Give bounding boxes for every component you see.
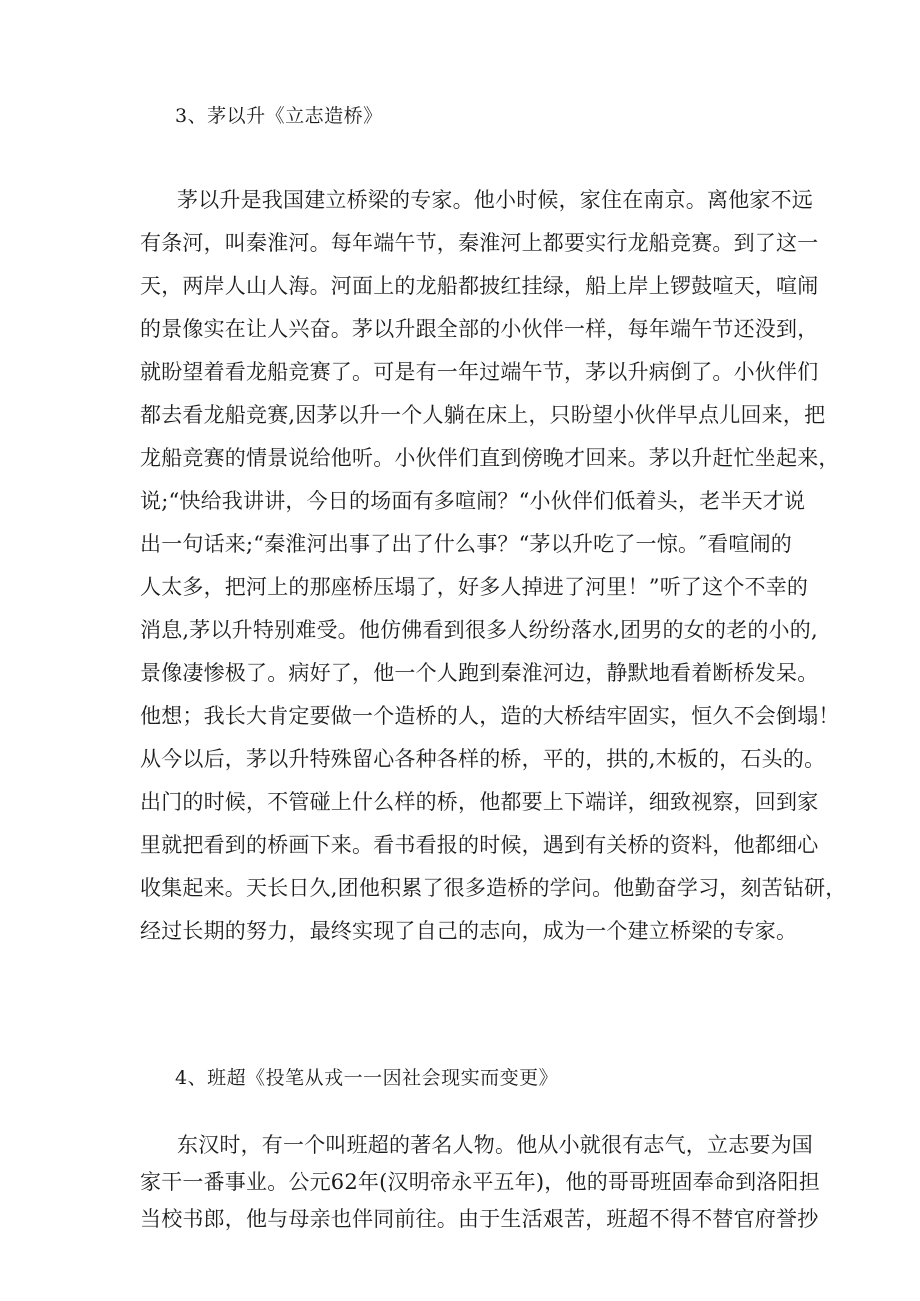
- paragraph-line: 出门的时候，不管碰上什么样的桥，他都要上下端详，细致视察，回到家: [140, 790, 819, 814]
- paragraph-line: 就盼望着看龙船竞赛了。可是有一年过端午节，茅以升病倒了。小伙伴们: [140, 360, 819, 384]
- paragraph-line: 收集起来。天长日久,团他积累了很多造桥的学问。他勤奋学习，刻苦钻研，: [140, 876, 847, 900]
- paragraph-line: 家干一番事业。公元62年(汉明帝永平五年)，他的哥哥班固奉命到洛阳担: [140, 1170, 820, 1194]
- paragraph-line: 龙船竞赛的情景说给他听。小伙伴们直到傍晚才回来。茅以升赶忙坐起来，: [140, 446, 840, 470]
- paragraph-line: 从今以后，茅以升特殊留心各种各样的桥，平的，拱的,木板的，石头的。: [140, 747, 826, 771]
- section-4-body: [140, 1127, 820, 1238]
- paragraph-line: 天，两岸人山人海。河面上的龙船都披红挂绿，船上岸上锣鼓喧天，喧闹: [140, 274, 819, 298]
- paragraph-line: 景像凄惨极了。病好了，他一个人跑到秦淮河边，静默地看着断桥发呆。: [140, 661, 819, 685]
- paragraph-line: 人太多，把河上的那座桥压塌了，好多人掉进了河里！”听了这个不幸的: [140, 575, 809, 599]
- paragraph-line: 说;“快给我讲讲，今日的场面有多喧闹？“小伙伴们低着头，老半天才说: [140, 489, 806, 513]
- paragraph-line: 都去看龙船竞赛,因茅以升一个人躺在床上，只盼望小伙伴早点儿回来，把: [140, 403, 826, 427]
- section-3-body: [140, 179, 847, 953]
- paragraph-line: 东汉时，有一个叫班超的著名人物。他从小就很有志气，立志要为国: [177, 1133, 813, 1157]
- paragraph-line: 经过长期的努力，最终实现了自己的志向，成为一个建立桥梁的专家。: [140, 919, 798, 943]
- paragraph-line: 消息,茅以升特别难受。他仿佛看到很多人纷纷落水,团男的女的老的小的,: [140, 618, 818, 642]
- section-4-heading: 4、班超《投笔从戎一一因社会现实而变更》: [175, 1067, 559, 1089]
- paragraph-line: 有条河，叫秦淮河。每年端午节，秦淮河上都要实行龙船竞赛。到了这一: [140, 231, 819, 255]
- paragraph-line: 里就把看到的桥画下来。看书看报的时候，遇到有关桥的资料，他都细心: [140, 833, 819, 857]
- paragraph-line: 茅以升是我国建立桥梁的专家。他小时候，家住在南京。离他家不远: [177, 188, 813, 212]
- paragraph-line: 出一句话来;“秦淮河出事了出了什么事？“茅以升吃了一惊。″看喧闹的: [140, 532, 792, 556]
- paragraph-line: 当校书郎，他与母亲也伴同前往。由于生活艰苦，班超不得不替官府誉抄: [140, 1207, 819, 1231]
- paragraph-line: 的景像实在让人兴奋。茅以升跟全部的小伙伴一样，每年端午节还没到，: [140, 317, 819, 341]
- paragraph-line: 他想；我长大肯定要做一个造桥的人，造的大桥结牢固实，恒久不会倒塌！: [140, 704, 840, 728]
- section-3-heading: 3、茅以升《立志造桥》: [175, 105, 383, 127]
